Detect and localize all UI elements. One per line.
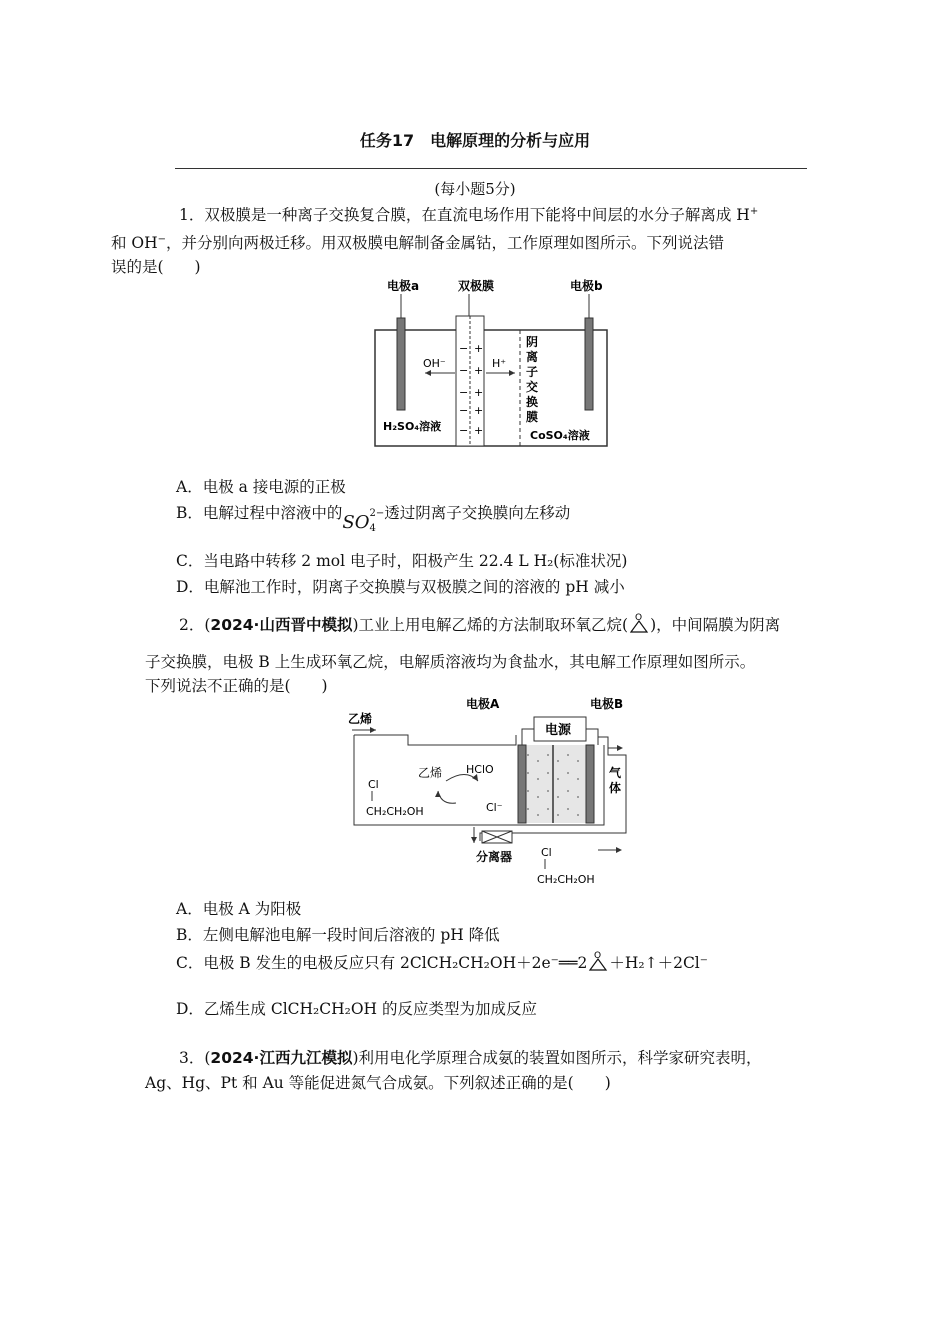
q1-label-electrode-a: 电极a: [387, 279, 420, 293]
q1-left-solution: H₂SO₄溶液: [383, 420, 442, 433]
q1-option-a[interactable]: A．电极 a 接电源的正极: [176, 478, 346, 496]
svg-text:+: +: [474, 364, 484, 377]
q1-electrode-a: [397, 318, 405, 410]
epoxyethane-icon: [587, 950, 609, 972]
q2-label-product-cl: Cl: [541, 846, 552, 859]
q2-label-ethylene: 乙烯: [418, 766, 443, 780]
q2-label-power: 电源: [545, 723, 572, 738]
q1-line2b: ，并分别向两极迁移。用双极膜电解制备金属钴，工作原理如图所示。下列说法错: [166, 233, 725, 252]
q2-figure: [346, 693, 646, 890]
score-note: (每小题5分): [434, 180, 516, 198]
q1-line2a: 和 OH: [111, 233, 158, 252]
q2-label-gas: [609, 765, 622, 795]
svg-text:离: 离: [526, 350, 539, 364]
q2-label-cl-top: Cl: [368, 778, 379, 791]
svg-text:气: 气: [609, 766, 622, 780]
svg-text:换: 换: [526, 395, 539, 409]
svg-text:+: +: [474, 386, 484, 399]
q2-option-c[interactable]: C．电极 B 发生的电极反应只有 2ClCH₂CH₂OH＋2e⁻══2 O ＋H₂↑＋2Cl⁻: [176, 951, 708, 972]
q1-option-b[interactable]: B．电解过程中溶液中的SO 2− 4 透过阴离子交换膜向左移动: [176, 504, 571, 534]
svg-text:+: +: [474, 424, 484, 437]
q1-right-solution: CoSO₄溶液: [530, 429, 590, 442]
page-title: 任务17 电解原理的分析与应用: [359, 131, 591, 150]
q1-oh-arrow: [425, 370, 431, 376]
q2-electrode-b: [586, 745, 594, 823]
svg-text:O: O: [635, 613, 643, 623]
q2-source: 2024·山西晋中模拟: [210, 616, 353, 634]
q2-label-cl-minus: Cl⁻: [486, 801, 503, 814]
q2-label-ethylene-in: 乙烯: [348, 712, 373, 726]
q2-label-electrode-a: 电极A: [466, 697, 500, 711]
svg-text:子: 子: [526, 365, 539, 379]
q3-source: 2024·江西九江模拟: [210, 1049, 353, 1067]
q2-option-b[interactable]: B．左侧电解池电解一段时间后溶液的 pH 降低: [176, 926, 500, 944]
svg-text:+: +: [474, 404, 484, 417]
svg-text:交: 交: [526, 380, 539, 394]
q1-figure: [370, 272, 615, 454]
q1-line3: 误的是( ): [111, 258, 201, 277]
q1-electrode-b: [585, 318, 593, 410]
q1-line1: 1．双极膜是一种离子交换复合膜，在直流电场作用下能将中间层的水分子解离成 H: [179, 206, 750, 225]
svg-text:阴: 阴: [526, 335, 539, 349]
q2-product-arrow: [616, 847, 622, 853]
q2-option-a[interactable]: A．电极 A 为阳极: [176, 900, 302, 918]
q1-sulfate-formula: SO: [342, 512, 370, 533]
q2-label-electrode-b: 电极B: [590, 697, 624, 711]
svg-text:−: −: [459, 364, 469, 377]
q2-option-d[interactable]: D．乙烯生成 ClCH₂CH₂OH 的反应类型为加成反应: [176, 1000, 538, 1018]
svg-text:−: −: [459, 404, 469, 417]
q1-option-d[interactable]: D．电解池工作时，阴离子交换膜与双极膜之间的溶液的 pH 减小: [176, 578, 625, 596]
q1-h-charge: +: [749, 206, 759, 217]
q1-option-c[interactable]: C．当电路中转移 2 mol 电子时，阳极产生 22.4 L H₂(标准状况): [176, 552, 628, 570]
q1-label-electrode-b: 电极b: [570, 279, 603, 293]
svg-text:O: O: [594, 951, 602, 961]
question-2-stem: 2．(2024·山西晋中模拟)工业上用电解乙烯的方法制取环氧乙烷( O )，中间隔膜为阴离 子交换膜，电极 B 上生成环氧乙烷，电解质溶液均为食盐水，其电解工作原理如图所示。 下列说法不正确的是( ): [145, 613, 781, 695]
svg-text:−: −: [459, 424, 469, 437]
q2-label-product-chain: CH₂CH₂OH: [537, 873, 595, 886]
q2-label-hclo: HClO: [466, 763, 494, 776]
svg-text:体: 体: [609, 781, 622, 795]
q1-h-arrow: [509, 370, 515, 376]
svg-text:−: −: [459, 342, 469, 355]
q1-anion-membrane-label: [526, 335, 538, 424]
q1-oh-label: OH⁻: [423, 357, 446, 370]
question-1-stem: [111, 200, 811, 280]
q1-oh-charge: −: [157, 233, 167, 245]
q2-label-chain: CH₂CH₂OH: [366, 805, 424, 818]
q1-h-label: H⁺: [492, 357, 507, 370]
svg-text:+: +: [474, 342, 484, 355]
epoxyethane-icon: [628, 612, 650, 634]
question-3-stem: 3．(2024·江西九江模拟)利用电化学原理合成氨的装置如图所示，科学家研究表明， Ag、Hg、Pt 和 Au 等能促进氮气合成氨。下列叙述正确的是( ): [145, 1049, 762, 1092]
q2-label-separator: 分离器: [476, 850, 513, 864]
q2-electrode-a: [518, 745, 526, 823]
q1-label-bipolar: 双极膜: [458, 279, 495, 293]
title-divider: [175, 168, 807, 169]
svg-text:−: −: [459, 386, 469, 399]
svg-text:膜: 膜: [526, 410, 539, 424]
